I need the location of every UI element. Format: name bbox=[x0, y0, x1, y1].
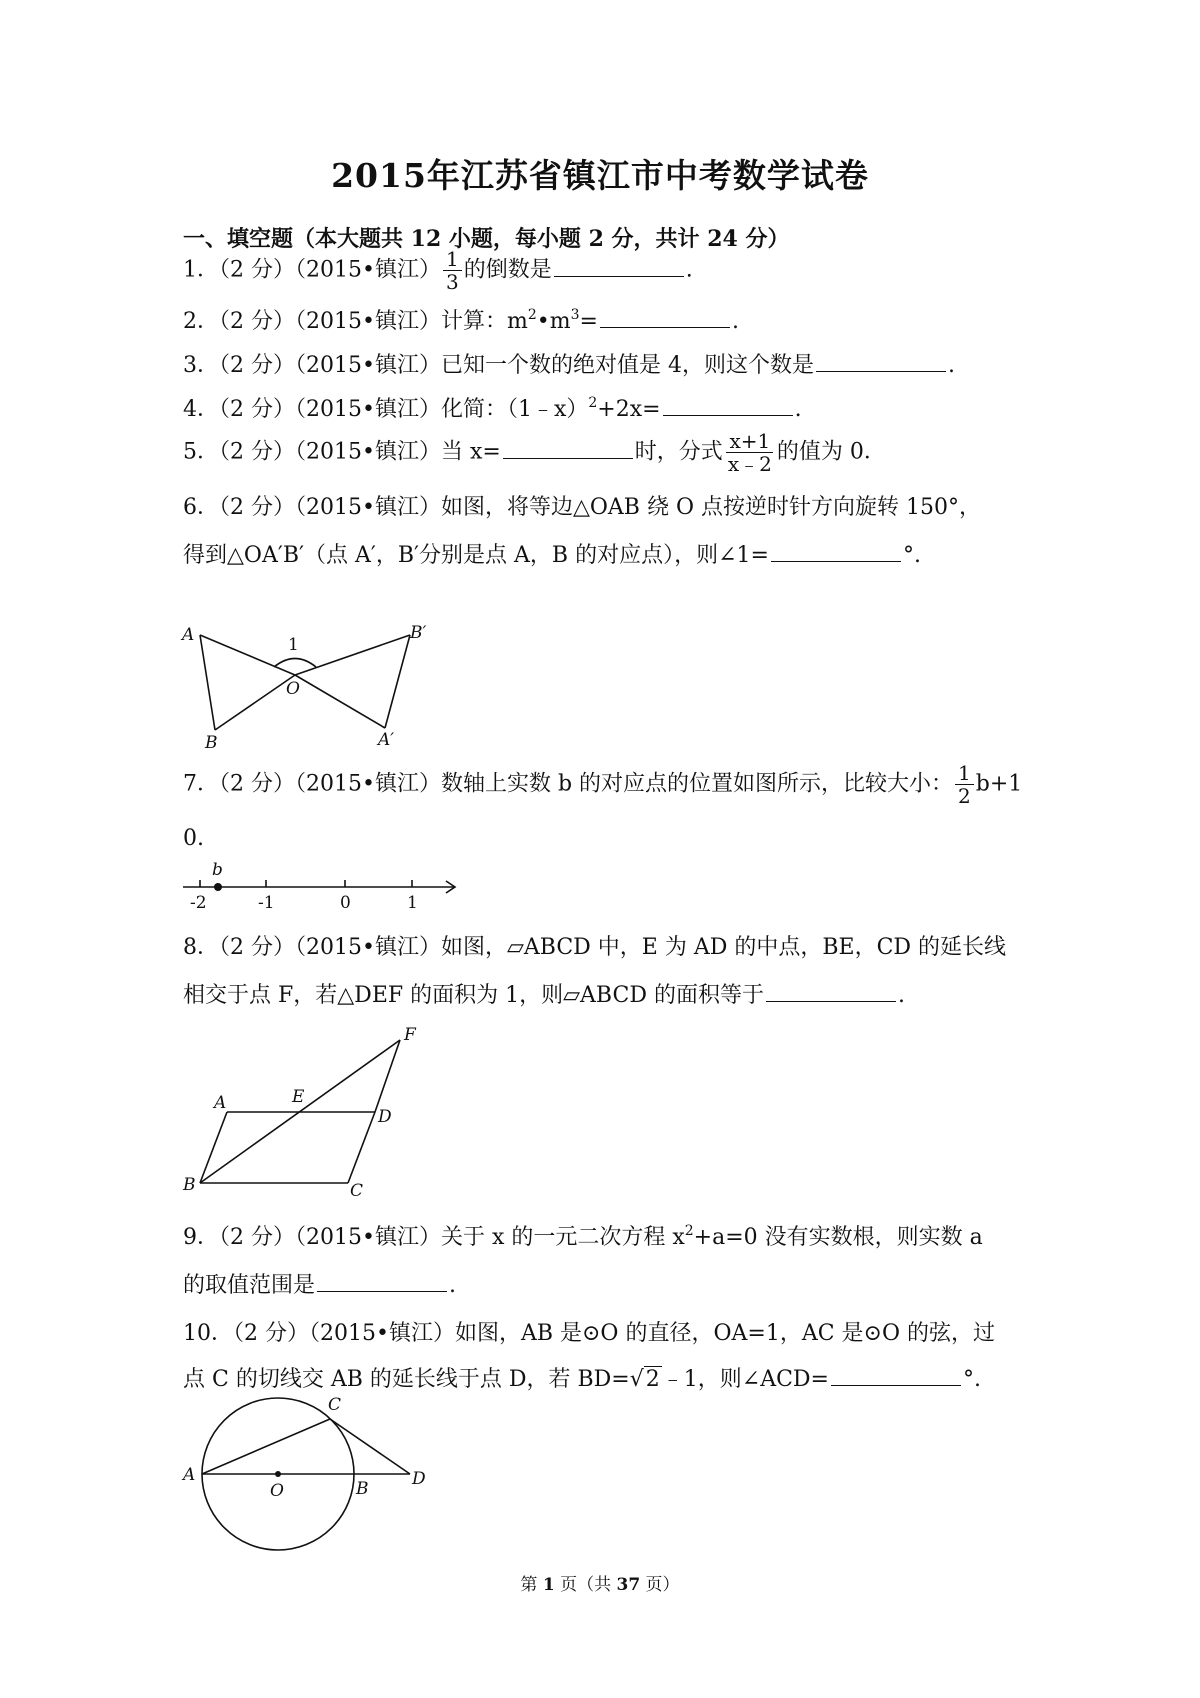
question-10-line-2: 点 C 的切线交 AB 的延长线于点 D，若 BD=√2﹣1，则∠ACD= °. bbox=[183, 1367, 981, 1392]
fig10-label-A: A bbox=[183, 1465, 196, 1485]
fig8-label-D: D bbox=[378, 1107, 392, 1127]
question-8-line-1: 8．（2 分）（2015•镇江）如图，▱ABCD 中，E 为 AD 的中点，BE，CD 的延长线 bbox=[183, 935, 1007, 960]
page-footer: 第 1 页（共 37 页） bbox=[520, 1575, 680, 1595]
question-8-line-2: 相交于点 F，若△DEF 的面积为 1，则▱ABCD 的面积等于 . bbox=[183, 983, 905, 1008]
fig7-tick-0: 0 bbox=[340, 893, 351, 913]
fig7-tick-minus2: -2 bbox=[190, 893, 207, 913]
q1-text: 的倒数是 bbox=[463, 257, 552, 283]
page-title: 2015年江苏省镇江市中考数学试卷 bbox=[331, 156, 869, 195]
section-heading: 一、填空题（本大题共 12 小题，每小题 2 分，共计 24 分） bbox=[183, 226, 790, 252]
q1-fraction: $\frac{1}{3}$ bbox=[443, 248, 462, 293]
fig10-center-dot bbox=[275, 1471, 281, 1477]
question-4: 4．（2 分）（2015•镇江）化简：（1﹣x）$^2$+2x= . bbox=[183, 395, 802, 422]
fig8-label-A: A bbox=[214, 1093, 227, 1113]
fig6-label-Aprime: A′ bbox=[378, 730, 395, 750]
fig8-label-E: E bbox=[292, 1087, 305, 1107]
fig6-label-A: A bbox=[182, 625, 195, 645]
question-7-line-2: 0. bbox=[183, 826, 204, 851]
question-3: 3．（2 分）（2015•镇江）已知一个数的绝对值是 4，则这个数是 . bbox=[183, 353, 955, 378]
question-10-line-1: 10．（2 分）（2015•镇江）如图，AB 是⊙O 的直径，OA=1，AC 是⊙O 的弦，过 bbox=[183, 1321, 995, 1346]
fig8-label-C: C bbox=[350, 1181, 364, 1201]
fig7-label-b: b bbox=[212, 860, 223, 880]
footer-total-pages: 37 bbox=[616, 1575, 641, 1595]
q10-sqrt: √2 bbox=[629, 1367, 660, 1392]
question-6-line-1: 6．（2 分）（2015•镇江）如图，将等边△OAB 绕 O 点按逆时针方向旋转 150°， bbox=[183, 495, 981, 520]
fig10-label-B: B bbox=[356, 1479, 369, 1499]
fig10-label-O: O bbox=[270, 1481, 284, 1501]
question-9-line-1: 9．（2 分）（2015•镇江）关于 x 的一元二次方程 $x^2+a=0$ 没有实数根，则实数 a bbox=[183, 1223, 983, 1250]
fig6-label-Bprime: B′ bbox=[410, 623, 427, 643]
fig7-tick-1: 1 bbox=[407, 893, 418, 913]
fig10-label-C: C bbox=[328, 1395, 342, 1415]
question-6-line-2: 得到△OA′B′（点 A′，B′分别是点 A，B 的对应点），则∠1= °. bbox=[183, 543, 921, 568]
question-1: 1．（2 分）（2015•镇江） $\frac{1}{3}$ 的倒数是 . bbox=[183, 247, 693, 294]
fig6-label-B: B bbox=[205, 733, 218, 753]
fig8-label-B: B bbox=[183, 1175, 196, 1195]
q7-fraction: $\frac{1}{2}$ bbox=[955, 762, 974, 807]
question-7-line-1: 7．（2 分）（2015•镇江）数轴上实数 b 的对应点的位置如图所示，比较大小： $\frac{1}{2}$ b+1 bbox=[183, 761, 1023, 808]
fig6-angle-1: 1 bbox=[288, 635, 299, 655]
q5-fraction: $\frac{x+1}{x﹣2}$ bbox=[727, 429, 772, 476]
fig10-label-D: D bbox=[412, 1469, 426, 1489]
fig8-label-F: F bbox=[404, 1025, 416, 1045]
question-5: 5．（2 分）（2015•镇江）当 x= 时，分式 $\frac{x+1}{x﹣2}$ 的值为 0． bbox=[183, 429, 886, 476]
question-2: 2．（2 分）（2015•镇江）计算：$m^2•m^3=$ . bbox=[183, 307, 739, 334]
footer-page-number: 1 bbox=[542, 1575, 555, 1595]
question-9-line-2: 的取值范围是 . bbox=[183, 1273, 457, 1298]
fig7-tick-minus1: -1 bbox=[258, 893, 275, 913]
q1-prefix: 1．（2 分）（2015•镇江） bbox=[183, 257, 441, 283]
fig6-label-O: O bbox=[286, 679, 300, 699]
